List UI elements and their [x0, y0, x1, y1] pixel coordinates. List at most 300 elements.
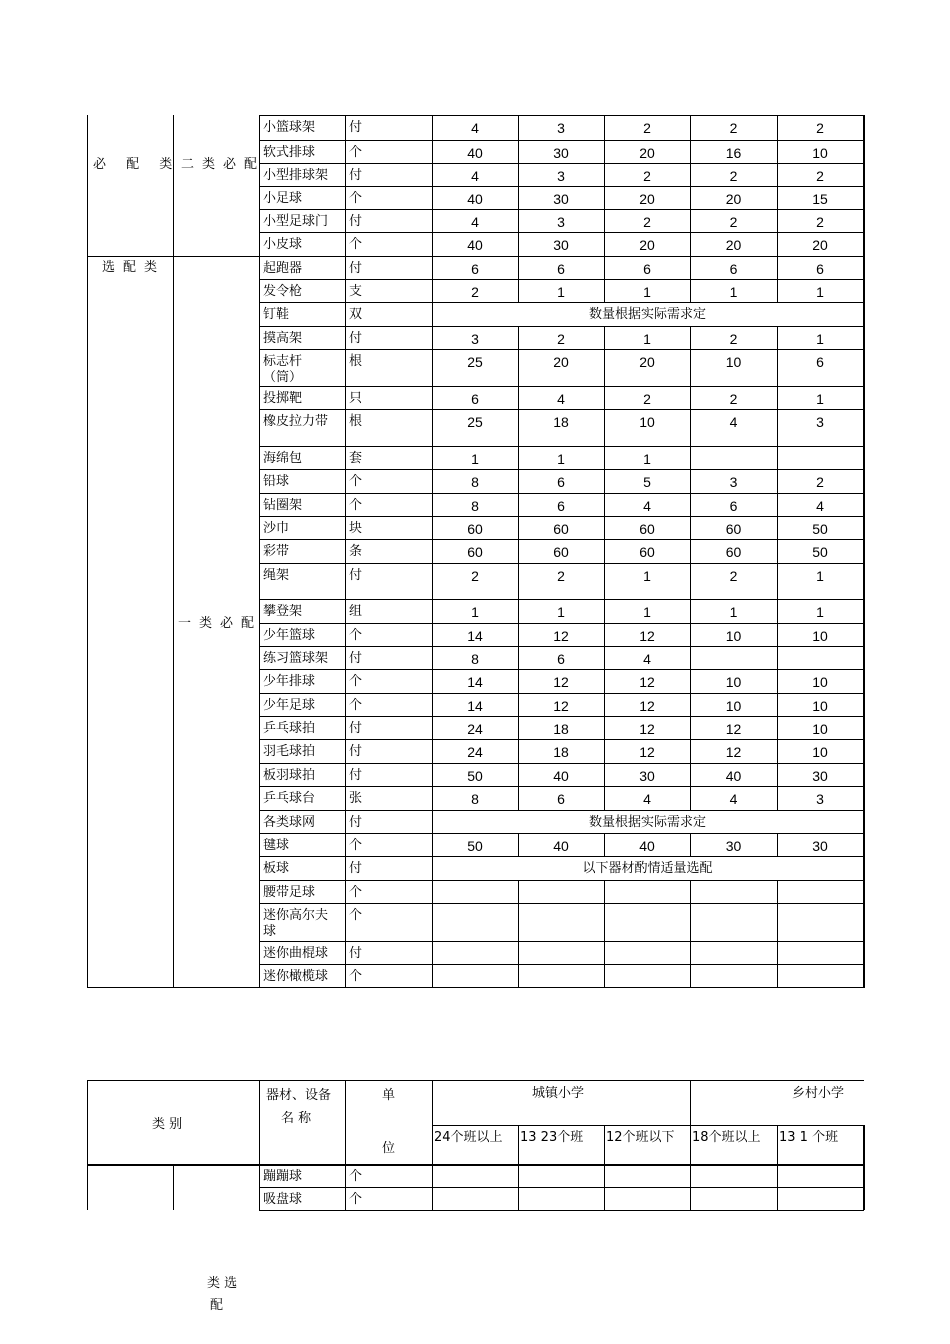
- quantity-cell: 6: [471, 391, 479, 407]
- quantity-cell: 10: [812, 628, 828, 644]
- row-rule: [259, 739, 864, 740]
- quantity-cell: 2: [643, 120, 651, 136]
- quantity-cell: 3: [729, 474, 738, 490]
- row-rule: [259, 516, 864, 517]
- quantity-cell: 2: [729, 568, 738, 584]
- item-name: 标志杆: [263, 354, 303, 369]
- table-border-right: [863, 232, 865, 257]
- item-name: 钻圈架: [263, 498, 303, 513]
- quantity-cell: 50: [467, 838, 483, 854]
- row-rule: [259, 279, 864, 280]
- item-unit: 张: [349, 791, 363, 806]
- quantity-cell: 40: [467, 191, 483, 207]
- quantity-cell: 2: [816, 120, 824, 136]
- col-rule: [259, 563, 260, 600]
- item-name: 迷你曲棍球: [263, 946, 329, 961]
- table-border-right: [863, 279, 865, 303]
- quantity-cell: 50: [467, 768, 483, 784]
- col-rule: [259, 516, 260, 540]
- quantity-cell: 2: [729, 120, 738, 136]
- col-rule: [259, 646, 260, 670]
- item-name: 海绵包: [263, 451, 303, 466]
- item-unit: 个: [349, 628, 363, 643]
- merged-note: 数量根据实际需求定: [588, 307, 706, 322]
- header-equip-line1: 器材、设备: [266, 1088, 332, 1103]
- col-rule: [777, 446, 778, 470]
- row-rule: [259, 693, 864, 694]
- quantity-cell: 30: [639, 768, 655, 784]
- quantity-cell: 2: [557, 568, 565, 584]
- category-bipei: 必 配 类: [93, 157, 181, 172]
- quantity-cell: 6: [557, 651, 565, 667]
- col-rule: [259, 349, 260, 387]
- col-rule: [173, 1164, 174, 1210]
- item-unit: 个: [349, 674, 363, 689]
- item-name: 摸高架: [263, 331, 303, 346]
- table-border-top: [87, 1080, 864, 1081]
- col-rule: [604, 964, 605, 988]
- quantity-cell: 1: [816, 568, 824, 584]
- col-rule: [345, 349, 346, 387]
- quantity-cell: 40: [553, 768, 569, 784]
- table-border-right: [863, 349, 865, 387]
- quantity-cell: 25: [467, 354, 483, 370]
- col-rule: [345, 326, 346, 350]
- col-rule: [259, 302, 260, 327]
- col-rule: [604, 880, 605, 904]
- row-rule: [259, 623, 864, 624]
- item-unit: 只: [349, 391, 363, 406]
- quantity-cell: 2: [729, 214, 738, 230]
- row-rule: [259, 302, 864, 303]
- item-unit: 双: [349, 307, 363, 322]
- header-bottom: [87, 1165, 864, 1166]
- item-unit: 付: [349, 568, 363, 583]
- table-border-right: [863, 539, 865, 564]
- col-rule: [690, 646, 691, 670]
- quantity-cell: 40: [725, 768, 742, 784]
- quantity-cell: 5: [643, 474, 651, 490]
- col-rule: [259, 326, 260, 350]
- item-unit: 个: [349, 191, 363, 206]
- quantity-cell: 4: [729, 414, 738, 430]
- col-rule: [777, 1125, 778, 1210]
- quantity-cell: 60: [725, 544, 742, 560]
- col-rule: [518, 941, 519, 965]
- col-rule: [345, 880, 346, 904]
- quantity-cell: 2: [816, 214, 824, 230]
- item-name: 小皮球: [263, 237, 303, 252]
- quantity-cell: 30: [553, 191, 569, 207]
- item-unit: 根: [349, 354, 363, 369]
- item-name: 橡皮拉力带: [263, 414, 329, 429]
- item-unit: 付: [349, 744, 363, 759]
- item-name: 乒乓球台: [263, 791, 316, 806]
- table-border-left: [87, 115, 88, 988]
- row-rule: [259, 1187, 864, 1188]
- item-unit: 付: [349, 946, 363, 961]
- quantity-cell: 2: [729, 391, 738, 407]
- col-rule: [345, 856, 346, 881]
- col-rule: [345, 539, 346, 564]
- quantity-cell: 6: [816, 261, 824, 277]
- header-col: 13 1 个班: [779, 1130, 839, 1145]
- col-rule: [345, 693, 346, 717]
- table-border-right: [863, 856, 865, 881]
- table-border-right: [863, 599, 865, 624]
- quantity-cell: 60: [639, 544, 655, 560]
- item-name: 迷你高尔夫: [263, 908, 329, 923]
- col-rule: [604, 941, 605, 965]
- row-rule: [259, 349, 864, 350]
- col-rule: [690, 446, 691, 470]
- quantity-cell: 24: [467, 721, 483, 737]
- quantity-cell: 2: [643, 168, 651, 184]
- col-rule: [259, 256, 260, 280]
- quantity-cell: 10: [812, 698, 828, 714]
- quantity-cell: 6: [471, 261, 479, 277]
- quantity-cell: 3: [471, 331, 479, 347]
- item-unit: 组: [349, 604, 363, 619]
- table-border-right: [863, 140, 865, 164]
- col-rule: [259, 964, 260, 988]
- table-border-right: [863, 469, 865, 494]
- col-rule: [518, 964, 519, 988]
- row-rule: [259, 140, 864, 141]
- category-xuanpei: 选配类: [102, 260, 166, 275]
- item-name: 钉鞋: [263, 307, 290, 322]
- quantity-cell: 2: [471, 284, 479, 300]
- quantity-cell: 10: [725, 628, 742, 644]
- quantity-cell: 6: [729, 261, 738, 277]
- quantity-cell: 20: [553, 354, 569, 370]
- col-rule: [259, 209, 260, 233]
- quantity-cell: 30: [553, 237, 569, 253]
- item-name: 小型足球门: [263, 214, 329, 229]
- quantity-cell: 1: [643, 568, 651, 584]
- col-rule: [259, 669, 260, 694]
- item-unit: 付: [349, 261, 363, 276]
- header-col: 12个班以下: [606, 1130, 675, 1145]
- table-border-right: [863, 833, 865, 857]
- quantity-cell: 14: [467, 674, 483, 690]
- quantity-cell: 1: [557, 451, 565, 467]
- quantity-cell: 8: [471, 651, 479, 667]
- quantity-cell: 1: [816, 391, 824, 407]
- quantity-cell: 6: [557, 474, 565, 490]
- quantity-cell: 60: [553, 521, 569, 537]
- col-rule: [345, 810, 346, 834]
- quantity-cell: 12: [553, 698, 569, 714]
- quantity-cell: 4: [643, 498, 651, 514]
- quantity-cell: 18: [553, 744, 569, 760]
- header-unit-top: 单: [382, 1088, 396, 1103]
- table-border-right: [863, 302, 865, 327]
- col-rule: [259, 693, 260, 717]
- quantity-cell: 4: [816, 498, 824, 514]
- item-name: 各类球网: [263, 815, 316, 830]
- table-border-right: [863, 516, 865, 540]
- item-name: 毽球: [263, 838, 290, 853]
- quantity-cell: 4: [471, 214, 479, 230]
- col-rule: [432, 903, 433, 942]
- quantity-cell: 60: [553, 544, 569, 560]
- quantity-cell: 25: [467, 414, 483, 430]
- row-rule: [259, 326, 864, 327]
- col-rule: [259, 115, 260, 141]
- quantity-cell: 6: [557, 498, 565, 514]
- quantity-cell: 1: [471, 451, 479, 467]
- quantity-cell: 1: [643, 331, 651, 347]
- row-rule: [259, 964, 864, 965]
- col-rule: [604, 903, 605, 942]
- item-name: 腰带足球: [263, 885, 316, 900]
- table-border-right: [863, 964, 865, 988]
- quantity-cell: 20: [639, 354, 655, 370]
- col-rule: [345, 232, 346, 257]
- category-yilei: 一类必配: [178, 616, 263, 631]
- col-rule: [259, 409, 260, 447]
- quantity-cell: 40: [639, 838, 655, 854]
- col-rule: [345, 599, 346, 624]
- item-name: 羽毛球拍: [263, 744, 316, 759]
- col-rule: [777, 941, 778, 965]
- item-unit: 个: [349, 698, 363, 713]
- item-name: 攀登架: [263, 604, 303, 619]
- item-unit: 条: [349, 544, 363, 559]
- quantity-cell: 2: [643, 214, 651, 230]
- quantity-cell: 20: [725, 237, 742, 253]
- col-rule: [690, 941, 691, 965]
- item-unit: 个: [349, 885, 363, 900]
- item-name: 少年篮球: [263, 628, 316, 643]
- item-unit: 个: [349, 908, 363, 923]
- quantity-cell: 1: [729, 604, 738, 620]
- item-name: 小型排球架: [263, 168, 329, 183]
- quantity-cell: 60: [467, 521, 483, 537]
- col-rule: [345, 209, 346, 233]
- category-divider: [173, 115, 174, 988]
- col-rule: [432, 941, 433, 965]
- quantity-cell: 12: [639, 744, 655, 760]
- item-name: 小篮球架: [263, 120, 316, 135]
- item-unit: 个: [349, 1169, 363, 1184]
- quantity-cell: 15: [812, 191, 828, 207]
- col-rule: [690, 1080, 691, 1210]
- item-unit: 付: [349, 214, 363, 229]
- col-rule: [690, 903, 691, 942]
- quantity-cell: 12: [639, 721, 655, 737]
- col-rule: [777, 964, 778, 988]
- item-name: 起跑器: [263, 261, 303, 276]
- quantity-cell: 10: [725, 674, 742, 690]
- quantity-cell: 12: [725, 744, 742, 760]
- row-rule: [259, 469, 864, 470]
- col-rule: [345, 763, 346, 787]
- quantity-cell: 12: [639, 628, 655, 644]
- row-rule: [259, 409, 864, 410]
- category-below-2: 配: [210, 1298, 224, 1313]
- col-rule: [259, 739, 260, 764]
- col-rule: [259, 856, 260, 881]
- quantity-cell: 6: [816, 354, 824, 370]
- table-border-right: [863, 786, 865, 811]
- quantity-cell: 30: [725, 838, 742, 854]
- col-rule: [259, 386, 260, 410]
- col-rule: [345, 941, 346, 965]
- quantity-cell: 1: [557, 284, 565, 300]
- col-rule: [345, 964, 346, 988]
- col-rule: [345, 493, 346, 517]
- header-rule: [432, 1125, 864, 1126]
- col-rule: [259, 903, 260, 942]
- quantity-cell: 12: [553, 674, 569, 690]
- quantity-cell: 6: [557, 791, 565, 807]
- quantity-cell: 20: [639, 145, 655, 161]
- quantity-cell: 8: [471, 498, 479, 514]
- item-name: 乒乓球拍: [263, 721, 316, 736]
- table-border-right: [863, 326, 865, 350]
- item-unit: 付: [349, 331, 363, 346]
- quantity-cell: 10: [812, 721, 828, 737]
- quantity-cell: 1: [557, 604, 565, 620]
- table-border-top: [259, 115, 864, 116]
- quantity-cell: 2: [816, 168, 824, 184]
- col-rule: [345, 446, 346, 470]
- quantity-cell: 1: [643, 451, 651, 467]
- item-name: 彩带: [263, 544, 290, 559]
- row-rule: [259, 232, 864, 233]
- row-rule: [259, 539, 864, 540]
- row-rule: [259, 386, 864, 387]
- row-rule: [259, 903, 864, 904]
- col-rule: [690, 964, 691, 988]
- item-unit: 个: [349, 498, 363, 513]
- item-name: 练习篮球架: [263, 651, 329, 666]
- quantity-cell: 24: [467, 744, 483, 760]
- item-name: 板球: [263, 861, 290, 876]
- row-rule: [259, 493, 864, 494]
- quantity-cell: 2: [729, 331, 738, 347]
- quantity-cell: 50: [812, 521, 828, 537]
- col-rule: [345, 739, 346, 764]
- header-col: 24个班以上: [434, 1130, 503, 1145]
- quantity-cell: 6: [643, 261, 651, 277]
- quantity-cell: 18: [553, 721, 569, 737]
- quantity-cell: 6: [729, 498, 738, 514]
- item-unit: 个: [349, 969, 363, 984]
- table-border-right: [863, 669, 865, 694]
- row-rule: [259, 163, 864, 164]
- category-separator: [87, 256, 260, 257]
- quantity-cell: 12: [639, 674, 655, 690]
- col-rule: [345, 186, 346, 210]
- row-rule: [259, 833, 864, 834]
- col-rule: [345, 786, 346, 811]
- item-unit: 个: [349, 474, 363, 489]
- col-rule: [259, 469, 260, 494]
- row-rule: [259, 810, 864, 811]
- col-rule: [345, 302, 346, 327]
- row-rule: [259, 987, 864, 988]
- item-name: 发令枪: [263, 284, 303, 299]
- quantity-cell: 10: [812, 674, 828, 690]
- quantity-cell: 4: [471, 120, 479, 136]
- table-border-right: [863, 623, 865, 647]
- table-border-right: [863, 386, 865, 410]
- quantity-cell: 4: [643, 651, 651, 667]
- item-name: 绳架: [263, 568, 290, 583]
- col-rule: [259, 763, 260, 787]
- quantity-cell: 30: [812, 768, 828, 784]
- quantity-cell: 12: [725, 721, 742, 737]
- quantity-cell: 14: [467, 628, 483, 644]
- col-rule: [345, 623, 346, 647]
- col-rule: [345, 833, 346, 857]
- quantity-cell: 6: [557, 261, 565, 277]
- item-unit: 付: [349, 651, 363, 666]
- row-rule: [259, 256, 864, 257]
- table-border-right: [863, 810, 865, 834]
- col-rule: [432, 880, 433, 904]
- item-unit: 个: [349, 145, 363, 160]
- quantity-cell: 40: [467, 237, 483, 253]
- header-category: 类 别: [152, 1117, 183, 1132]
- quantity-cell: 14: [467, 698, 483, 714]
- col-rule: [259, 941, 260, 965]
- row-rule: [259, 763, 864, 764]
- quantity-cell: 4: [471, 168, 479, 184]
- quantity-cell: 3: [557, 120, 565, 136]
- quantity-cell: 2: [729, 168, 738, 184]
- col-rule: [777, 880, 778, 904]
- table-border-right: [863, 763, 865, 787]
- quantity-cell: 3: [557, 214, 565, 230]
- item-unit: 个: [349, 237, 363, 252]
- item-unit: 支: [349, 284, 363, 299]
- category-below-1: 类 选: [207, 1276, 238, 1291]
- table-border-right: [863, 115, 865, 141]
- col-rule: [259, 493, 260, 517]
- quantity-cell: 10: [725, 698, 742, 714]
- row-rule: [259, 646, 864, 647]
- table-border-right: [863, 903, 865, 942]
- table-border-right: [863, 941, 865, 965]
- item-unit: 个: [349, 1192, 363, 1207]
- col-rule: [518, 880, 519, 904]
- header-unit-bottom: 位: [382, 1141, 396, 1156]
- quantity-cell: 18: [553, 414, 569, 430]
- header-col: 18个班以上: [692, 1130, 761, 1145]
- row-rule: [259, 716, 864, 717]
- table-border-right: [863, 739, 865, 764]
- col-rule: [432, 1080, 433, 1210]
- col-rule: [518, 1125, 519, 1210]
- item-unit: 套: [349, 451, 363, 466]
- col-rule: [432, 964, 433, 988]
- quantity-cell: 12: [639, 698, 655, 714]
- row-rule: [259, 1210, 864, 1211]
- item-name: 吸盘球: [263, 1192, 303, 1207]
- item-unit: 付: [349, 721, 363, 736]
- quantity-cell: 2: [643, 391, 651, 407]
- quantity-cell: 60: [639, 521, 655, 537]
- col-rule: [345, 469, 346, 494]
- table-border-right: [863, 880, 865, 904]
- col-rule: [259, 232, 260, 257]
- col-rule: [690, 880, 691, 904]
- item-name: 沙巾: [263, 521, 290, 536]
